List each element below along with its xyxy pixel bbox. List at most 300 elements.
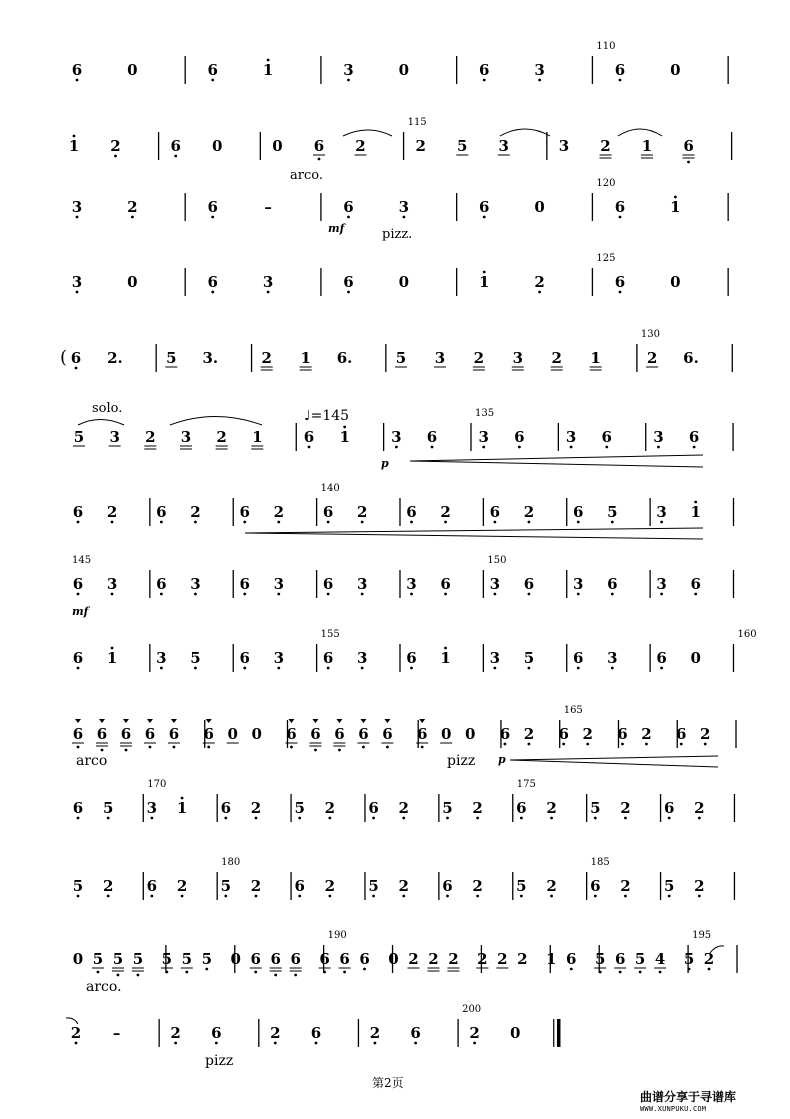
- note: –: [264, 198, 272, 216]
- octave-dot: [211, 216, 214, 219]
- accent-mark: [147, 719, 153, 723]
- note: 5: [132, 950, 144, 968]
- tempo-marking: ♩=145: [304, 408, 350, 424]
- measure-number: 135: [474, 408, 495, 419]
- octave-dot: [520, 895, 523, 898]
- dynamic-mark: p: [381, 457, 389, 470]
- octave-dot: [504, 743, 507, 746]
- note: 5: [516, 877, 527, 895]
- note: 6: [250, 950, 261, 968]
- note: 6: [516, 799, 527, 817]
- note: 6: [514, 428, 525, 446]
- dynamic-mark: p: [498, 753, 506, 766]
- note: 6: [72, 725, 84, 743]
- note: 2: [523, 725, 535, 743]
- measure-number: 170: [147, 779, 167, 790]
- note: 2: [694, 877, 705, 895]
- note: 5: [220, 877, 232, 895]
- note: 2: [270, 1024, 281, 1042]
- octave-dot: [77, 521, 80, 524]
- note: 2: [369, 1024, 381, 1042]
- note: 1: [641, 137, 653, 155]
- note: 6: [170, 137, 181, 155]
- note: 0: [251, 725, 262, 743]
- octave-dot: [680, 743, 683, 746]
- note: 3: [356, 575, 368, 593]
- octave-dot: [483, 216, 486, 219]
- octave-dot: [693, 446, 696, 449]
- note: 6: [290, 950, 301, 968]
- note: 6: [368, 799, 379, 817]
- octave-dot: [374, 1042, 377, 1045]
- octave-dot: [660, 521, 663, 524]
- note: 5: [663, 877, 675, 895]
- note: 1: [300, 349, 311, 367]
- note: 5: [92, 950, 104, 968]
- note: 6: [319, 950, 330, 968]
- note: 2: [641, 725, 652, 743]
- octave-dot: [476, 817, 479, 820]
- note: 2: [398, 799, 409, 817]
- note: 3: [489, 649, 501, 667]
- octave-dot: [101, 749, 104, 752]
- octave-dot: [605, 446, 608, 449]
- note: 5: [201, 950, 213, 968]
- octave-dot: [137, 974, 140, 977]
- octave-dot: [77, 667, 80, 670]
- octave-dot: [621, 743, 624, 746]
- note: 6: [310, 1024, 322, 1042]
- octave-dot: [327, 593, 330, 596]
- octave-dot: [594, 895, 597, 898]
- octave-dot: [194, 521, 197, 524]
- octave-dot: [550, 895, 553, 898]
- octave-dot: [75, 1042, 78, 1045]
- note: 2: [551, 349, 562, 367]
- measure-number: 165: [563, 705, 583, 716]
- octave-dot: [611, 521, 614, 524]
- octave-dot: [290, 746, 293, 749]
- octave-dot: [619, 971, 622, 974]
- octave-dot: [107, 817, 110, 820]
- note: 3: [106, 575, 118, 593]
- note: 0: [127, 273, 138, 291]
- hairpin: [510, 760, 718, 767]
- note: 2: [699, 725, 711, 743]
- note: 5: [442, 799, 453, 817]
- octave-dot: [361, 667, 364, 670]
- octave-dot: [111, 647, 114, 650]
- note: 6: [656, 649, 667, 667]
- note: 6: [426, 428, 438, 446]
- watermark-url: WWW.XUNPUKU.COM: [640, 1105, 707, 1113]
- note: 5: [102, 799, 114, 817]
- note: 6: [120, 725, 132, 743]
- note: 3: [534, 61, 545, 79]
- note: 2: [620, 877, 631, 895]
- note: 2: [517, 950, 528, 968]
- note: 3: [489, 575, 501, 593]
- octave-dot: [327, 521, 330, 524]
- octave-dot: [657, 446, 660, 449]
- note: 3: [406, 575, 417, 593]
- note: 0: [230, 950, 241, 968]
- measure-number: 120: [596, 178, 616, 189]
- watermark: [640, 1088, 790, 1113]
- note: 3: [262, 273, 274, 291]
- slur: [170, 417, 262, 426]
- note: 6: [442, 877, 453, 895]
- octave-dot: [694, 593, 697, 596]
- note: 1: [546, 950, 557, 968]
- note: 6: [156, 575, 167, 593]
- octave-dot: [181, 797, 184, 800]
- note: 6: [313, 137, 325, 155]
- note: 6: [207, 273, 218, 291]
- note: 1: [479, 273, 490, 291]
- note: 2: [469, 1024, 480, 1042]
- octave-dot: [75, 367, 78, 370]
- measure-number: 110: [596, 41, 616, 52]
- octave-dot: [298, 895, 301, 898]
- slur: [618, 129, 662, 136]
- performance-text: solo.: [92, 401, 123, 416]
- octave-dot: [594, 817, 597, 820]
- note: 6: [168, 725, 180, 743]
- measure-number: 195: [692, 930, 712, 941]
- octave-dot: [150, 895, 153, 898]
- performance-text: pizz: [447, 753, 476, 769]
- octave-dot: [444, 593, 447, 596]
- octave-dot: [77, 746, 80, 749]
- octave-dot: [619, 216, 622, 219]
- measure-number: 175: [516, 779, 536, 790]
- note: 5: [395, 349, 407, 367]
- note: 3: [273, 575, 285, 593]
- octave-dot: [372, 817, 375, 820]
- note: 3: [71, 273, 83, 291]
- note: 6.: [683, 349, 699, 367]
- note: 6: [70, 349, 82, 367]
- note: 6: [144, 725, 156, 743]
- octave-dot: [645, 743, 648, 746]
- measure-number: 160: [737, 629, 757, 640]
- octave-dot: [528, 521, 531, 524]
- note: 2: [356, 503, 368, 521]
- performance-text: (: [60, 347, 68, 368]
- note: 2: [473, 349, 485, 367]
- note: 6: [71, 61, 83, 79]
- octave-dot: [660, 593, 663, 596]
- octave-dot: [493, 521, 496, 524]
- octave-dot: [205, 968, 208, 971]
- octave-dot: [328, 817, 331, 820]
- octave-dot: [194, 667, 197, 670]
- hairpin: [410, 455, 703, 461]
- octave-dot: [338, 749, 341, 752]
- octave-dot: [215, 1042, 218, 1045]
- octave-dot: [243, 521, 246, 524]
- note: 3: [558, 137, 570, 155]
- note: 1: [176, 799, 188, 817]
- octave-dot: [577, 593, 580, 596]
- note: 2: [127, 198, 138, 216]
- note: 1: [690, 503, 701, 521]
- octave-dot: [528, 667, 531, 670]
- octave-dot: [185, 971, 188, 974]
- note: 6: [566, 950, 577, 968]
- measure-number: 150: [487, 555, 507, 566]
- octave-dot: [599, 971, 602, 974]
- octave-dot: [410, 521, 413, 524]
- octave-dot: [446, 817, 449, 820]
- note: 2: [176, 877, 188, 895]
- octave-dot: [77, 817, 80, 820]
- octave-dot: [708, 968, 711, 971]
- octave-dot: [362, 746, 365, 749]
- hairpin: [245, 528, 703, 533]
- note: 5: [166, 349, 177, 367]
- dynamic-mark: mf: [328, 222, 345, 235]
- note: 2.: [107, 349, 123, 367]
- octave-dot: [211, 79, 214, 82]
- octave-dot: [327, 667, 330, 670]
- octave-dot: [77, 895, 80, 898]
- octave-dot: [520, 817, 523, 820]
- octave-dot: [160, 667, 163, 670]
- octave-dot: [372, 895, 375, 898]
- note: 0: [670, 61, 681, 79]
- note: 6: [676, 725, 687, 743]
- note: 2: [355, 137, 366, 155]
- octave-dot: [538, 291, 541, 294]
- note: 3: [146, 799, 158, 817]
- note: 6: [207, 198, 218, 216]
- octave-dot: [343, 971, 346, 974]
- note: 2: [324, 799, 336, 817]
- octave-dot: [619, 79, 622, 82]
- note: 6: [72, 503, 84, 521]
- octave-dot: [125, 749, 128, 752]
- note: 1: [106, 649, 118, 667]
- note: 2: [324, 877, 336, 895]
- octave-dot: [493, 667, 496, 670]
- note: 5: [190, 649, 201, 667]
- octave-dot: [482, 446, 485, 449]
- octave-dot: [343, 426, 346, 429]
- note: 2: [216, 428, 227, 446]
- octave-dot: [174, 155, 177, 158]
- note: 6: [72, 575, 84, 593]
- note: 6: [203, 725, 214, 743]
- octave-dot: [131, 216, 134, 219]
- note: 2: [428, 950, 439, 968]
- note: 6: [96, 725, 108, 743]
- accent-mark: [384, 719, 390, 723]
- octave-dot: [243, 667, 246, 670]
- octave-dot: [314, 749, 317, 752]
- note: 6: [72, 649, 84, 667]
- octave-dot: [308, 446, 311, 449]
- note: 6: [211, 1024, 222, 1042]
- performance-text: arco.: [290, 168, 323, 183]
- octave-dot: [76, 216, 79, 219]
- note: 1: [440, 649, 451, 667]
- note: 2: [646, 349, 658, 367]
- note: 3: [656, 575, 667, 593]
- octave-dot: [570, 446, 573, 449]
- octave-dot: [577, 667, 580, 670]
- note: 2: [415, 137, 426, 155]
- note: 6: [558, 725, 569, 743]
- octave-dot: [414, 1042, 417, 1045]
- note: 5: [607, 503, 618, 521]
- octave-dot: [160, 521, 163, 524]
- accent-mark: [171, 719, 177, 723]
- octave-dot: [76, 291, 79, 294]
- octave-dot: [207, 746, 210, 749]
- octave-dot: [528, 593, 531, 596]
- octave-dot: [402, 895, 405, 898]
- note: 2: [70, 1024, 82, 1042]
- measure-number: 185: [590, 857, 610, 868]
- note: 2: [250, 877, 262, 895]
- octave-dot: [150, 817, 153, 820]
- accent-mark: [419, 719, 425, 723]
- octave-dot: [194, 593, 197, 596]
- note: 6: [573, 649, 584, 667]
- measure-number: 180: [221, 857, 241, 868]
- octave-dot: [550, 817, 553, 820]
- note: 2: [472, 877, 483, 895]
- slur: [500, 129, 550, 136]
- note: 2: [620, 799, 631, 817]
- octave-dot: [611, 593, 614, 596]
- measure-number: 125: [596, 253, 616, 264]
- performance-text: pizz: [205, 1053, 234, 1069]
- note: 6: [479, 61, 490, 79]
- note: 6: [523, 575, 535, 593]
- accent-mark: [288, 719, 294, 723]
- note: 6: [358, 725, 369, 743]
- octave-dot: [277, 593, 280, 596]
- note: 2: [694, 799, 705, 817]
- measure-number: 140: [320, 483, 340, 494]
- hairpin: [410, 461, 703, 467]
- note: 6: [343, 198, 354, 216]
- note: 3: [653, 428, 664, 446]
- note: 5: [368, 877, 379, 895]
- octave-dot: [73, 135, 76, 138]
- page-number: 第2页: [372, 1076, 404, 1090]
- note: 5: [294, 799, 305, 817]
- note: 2: [102, 877, 114, 895]
- octave-dot: [160, 593, 163, 596]
- note: 0: [464, 725, 476, 743]
- octave-dot: [562, 743, 565, 746]
- octave-dot: [639, 971, 642, 974]
- octave-dot: [659, 971, 662, 974]
- note: 2: [477, 950, 488, 968]
- octave-dot: [274, 1042, 277, 1045]
- octave-dot: [328, 895, 331, 898]
- note: 0: [534, 198, 545, 216]
- note: 3: [356, 649, 368, 667]
- note: 3: [656, 503, 667, 521]
- octave-dot: [294, 974, 297, 977]
- note: 6: [406, 503, 417, 521]
- octave-dot: [347, 291, 350, 294]
- note: 3: [391, 428, 402, 446]
- octave-dot: [570, 968, 573, 971]
- note: 1: [670, 198, 681, 216]
- octave-dot: [323, 971, 326, 974]
- measure-number: 115: [407, 117, 427, 128]
- octave-dot: [483, 271, 486, 274]
- note: 6: [614, 950, 626, 968]
- octave-dot: [224, 817, 227, 820]
- note: 6: [146, 877, 158, 895]
- note: 6: [303, 428, 315, 446]
- note: 2: [546, 877, 557, 895]
- octave-dot: [473, 1042, 476, 1045]
- dynamic-mark: mf: [72, 605, 89, 618]
- hairpin: [245, 533, 703, 539]
- note: 6: [690, 575, 701, 593]
- octave-dot: [298, 817, 301, 820]
- octave-dot: [518, 446, 521, 449]
- accent-mark: [99, 719, 105, 723]
- note: 6: [683, 137, 694, 155]
- octave-dot: [255, 817, 258, 820]
- note: 5: [181, 950, 193, 968]
- performance-text: arco: [76, 753, 108, 769]
- note: 6: [614, 273, 626, 291]
- octave-dot: [624, 817, 627, 820]
- note: 2: [261, 349, 272, 367]
- note: 5: [683, 950, 695, 968]
- note: 5: [523, 649, 535, 667]
- octave-dot: [181, 895, 184, 898]
- octave-dot: [361, 521, 364, 524]
- note: 5: [73, 428, 85, 446]
- accent-mark: [336, 719, 342, 723]
- note: 6: [416, 725, 428, 743]
- octave-dot: [402, 817, 405, 820]
- octave-dot: [267, 59, 270, 62]
- note: 2: [106, 503, 118, 521]
- note: 6: [479, 198, 490, 216]
- note: 6: [617, 725, 628, 743]
- note: 5: [457, 137, 468, 155]
- note: 3.: [202, 349, 219, 367]
- octave-dot: [611, 667, 614, 670]
- hairpin: [510, 756, 718, 760]
- note: 2: [398, 877, 409, 895]
- octave-dot: [173, 746, 176, 749]
- note: 6: [614, 61, 626, 79]
- note: 3: [434, 349, 446, 367]
- note: 6: [294, 877, 305, 895]
- note: 0: [690, 649, 701, 667]
- note: 3: [498, 137, 509, 155]
- watermark-title: 曲谱分享于寻谱库: [640, 1090, 737, 1104]
- octave-dot: [687, 161, 690, 164]
- note: 6: [239, 649, 250, 667]
- octave-dot: [347, 216, 350, 219]
- note: 6: [688, 428, 700, 446]
- note: 2: [600, 137, 611, 155]
